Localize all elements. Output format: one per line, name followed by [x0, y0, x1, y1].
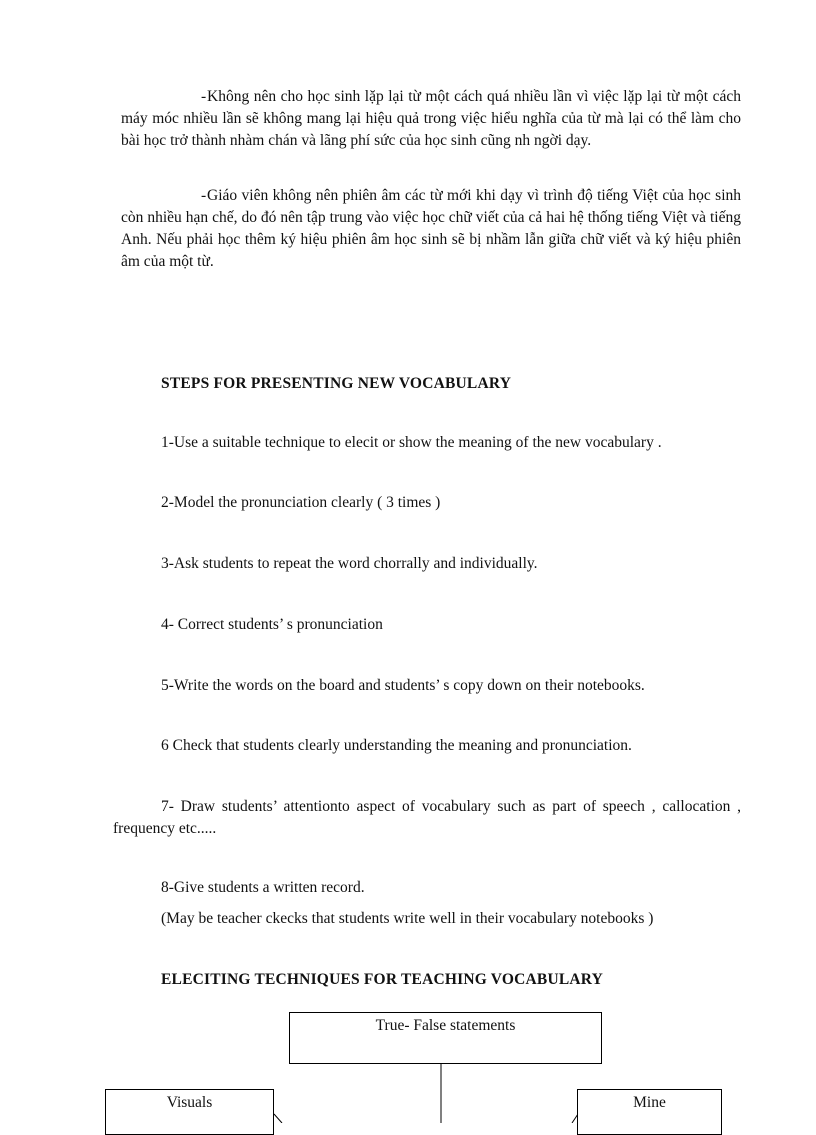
diagram-box-label: True- False statements [375, 1017, 516, 1034]
paragraph-text: Giáo viên không nên phiên âm các từ mới khi dạy vì trình độ tiếng Việt của học sinh còn nhiều hạn chế, do đó nên tập trung vào việc học chữ viết của cả hai hệ thống tiếng Việt và tiếng Anh. Nếu phải học thêm ký hiệu phiên âm học sinh sẽ bị nhầm lẫn giữa chữ viết và ký hiệu phiên âm của một từ. [121, 187, 741, 270]
diagram-box-label: Mine [633, 1094, 666, 1111]
steps-heading: STEPS FOR PRESENTING NEW VOCABULARY [161, 375, 512, 392]
diagram-box-label: Visuals [166, 1094, 213, 1111]
step-5: 5-Write the words on the board and students’ s copy down on their notebooks. [161, 677, 645, 694]
bullet-dash: - [201, 187, 207, 204]
step-7: 7- Draw students’ attentionto aspect of vocabulary such as part of speech , callocation , frequency etc..... [113, 798, 741, 837]
bullet-dash: - [201, 88, 207, 105]
diagram-box-right [577, 1089, 722, 1135]
step-4: 4- Correct students’ s pronunciation [161, 616, 383, 633]
step-8: 8-Give students a written record. [161, 879, 365, 896]
step-6: 6 Check that students clearly understanding the meaning and pronunciation. [161, 737, 632, 754]
step-3: 3-Ask students to repeat the word chorrally and individually. [161, 555, 538, 572]
paragraph-text: Không nên cho học sinh lặp lại từ một cách quá nhiều lần vì việc lặp lại từ một cách máy móc nhiều lần sẽ không mang lại hiệu quả trong việc hiểu nghĩa của từ mà lại có thể làm cho bài học trở thành nhàm chán và lãng phí sức của học sinh cũng nh ngời dạy. [121, 88, 741, 149]
step-1: 1-Use a suitable technique to elecit or show the meaning of the new vocabulary . [161, 434, 662, 451]
left-connector-line [274, 1114, 282, 1123]
diagram-box-center [289, 1012, 602, 1064]
diagram-box-left [105, 1089, 274, 1135]
step-8-note: (May be teacher ckecks that students write well in their vocabulary notebooks ) [161, 910, 654, 927]
eliciting-heading: ELECITING TECHNIQUES FOR TEACHING VOCABULARY [161, 971, 604, 988]
step-2: 2-Model the pronunciation clearly ( 3 times ) [161, 494, 441, 511]
